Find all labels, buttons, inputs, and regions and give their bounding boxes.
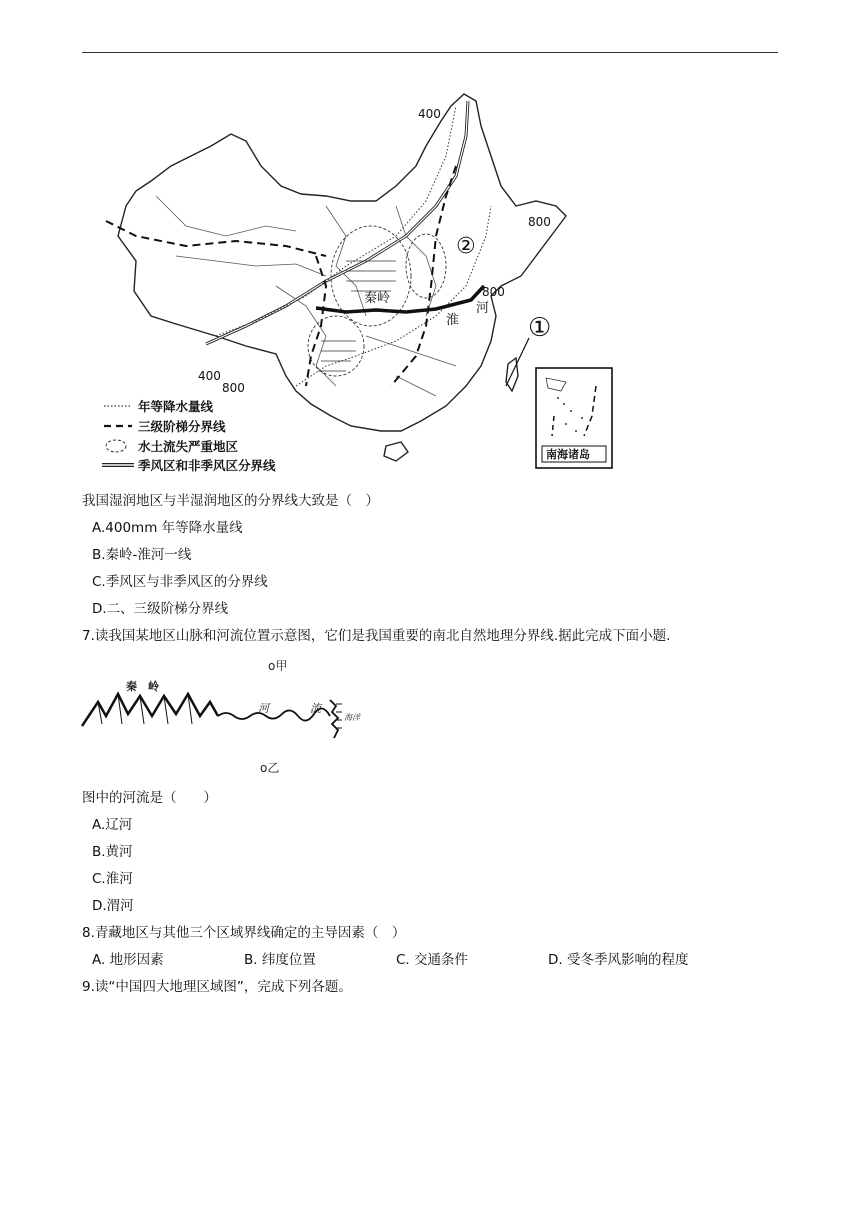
label-800-east: 800 [528,215,551,229]
q6-option-a: A.400mm 年等降水量线 [92,520,243,536]
qinling-huaihe-line [316,286,484,312]
legend-isohyet: 年等降水量线 [138,399,214,414]
q6-option-b: B.秦岭-淮河一线 [92,547,192,563]
inset-label: 南海诸岛 [546,448,590,461]
q8-stem: 8.青藏地区与其他三个区域界线确定的主导因素（ ） [82,925,406,941]
isohyet-lines [216,106,491,386]
sketch-point-jia: o甲 [268,659,288,673]
q6-option-c: C.季风区与非季风区的分界线 [92,574,268,590]
label-400-sw: 400 [198,369,221,383]
header-rule [82,52,778,53]
q6-option-d: D.二、三级阶梯分界线 [92,601,229,617]
mountain-range [82,694,218,726]
q7-sub-stem: 图中的河流是（ ） [82,790,217,806]
marker-1: ① [528,313,552,343]
sketch-sea-label: 海洋 [344,713,360,722]
q8-option-c: C. 交通条件 [396,952,469,968]
q8-option-b: B. 纬度位置 [244,952,316,968]
q9-stem: 9.读“中国四大地理区域图”，完成下列各题。 [82,979,352,995]
label-he: 河 [476,301,490,316]
south-sea-inset [536,368,612,468]
q7-option-c: C.淮河 [92,871,133,887]
legend-erosion: 水土流失严重地区 [138,439,239,454]
marker-2: ② [456,234,476,259]
q8-option-d: D. 受冬季风影响的程度 [548,952,689,968]
q7-option-b: B.黄河 [92,844,133,860]
sketch-river-label-2: 流 [310,702,321,715]
q7-stem: 7.读我国某地区山脉和河流位置示意图，它们是我国重要的南北自然地理分界线.据此完成下面小题. [82,628,671,644]
label-qinling: 秦岭 [364,291,391,306]
q7-option-a: A.辽河 [92,817,133,833]
label-800-mid: 800 [482,285,505,299]
sketch-river-label-1: 河 [258,702,269,715]
q6-stem: 我国湿润地区与半湿润地区的分界线大致是（ ） [82,493,379,509]
map-legend [102,399,276,472]
q8-option-a: A. 地形因素 [92,952,164,968]
qinling-river-sketch [80,654,370,782]
sketch-mountain-label: 秦 岭 [126,680,159,693]
sketch-point-yi: o乙 [260,761,280,775]
legend-step-boundary: 三级阶梯分界线 [138,419,226,434]
hainan-island [384,442,408,461]
label-400-top: 400 [418,107,441,121]
coastline [330,700,338,738]
label-800-sw: 800 [222,381,245,395]
q7-option-d: D.渭河 [92,898,134,914]
china-outline [118,94,566,431]
legend-monsoon: 季风区和非季风区分界线 [138,458,276,472]
label-huai: 淮 [446,313,460,328]
china-map-figure [96,86,616,472]
